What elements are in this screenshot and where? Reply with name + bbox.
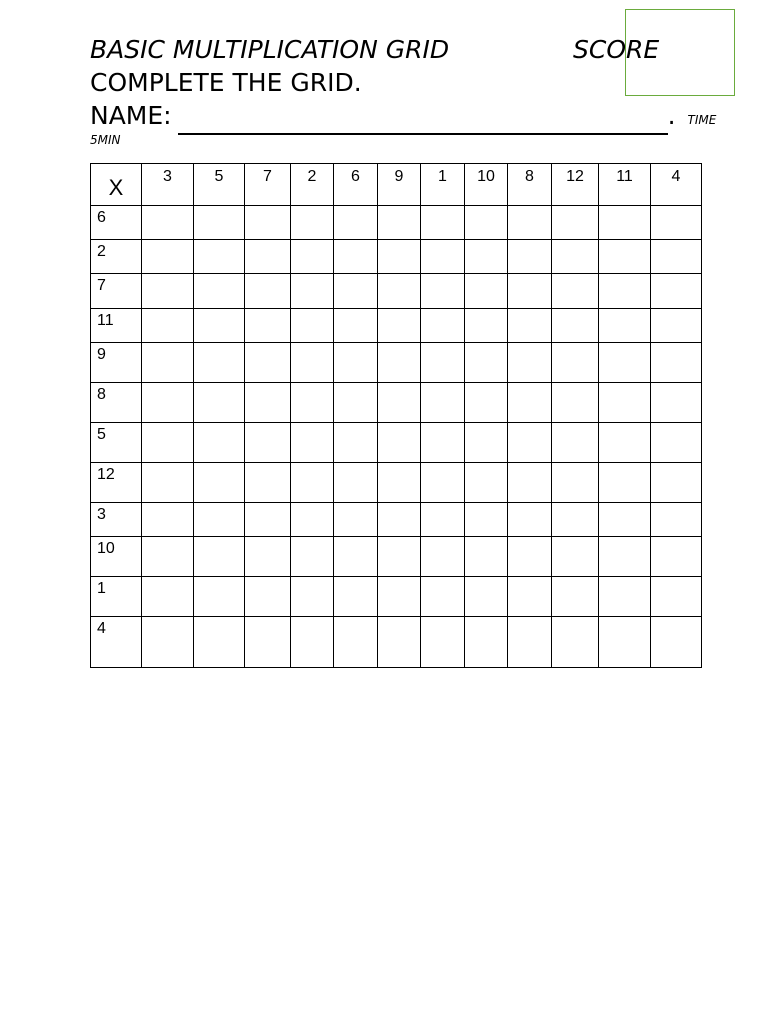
time-label: TIME xyxy=(687,113,717,127)
column-header: 4 xyxy=(651,164,702,206)
answer-cell[interactable] xyxy=(291,206,334,240)
row-header: 11 xyxy=(91,309,142,343)
grid-row xyxy=(91,463,702,503)
score-label: SCORE xyxy=(573,35,660,64)
answer-cell[interactable] xyxy=(378,503,421,537)
answer-cell[interactable] xyxy=(142,383,194,423)
answer-cell[interactable] xyxy=(552,577,599,617)
row-header: 6 xyxy=(91,206,142,240)
answer-cell[interactable] xyxy=(599,423,651,463)
row-header: 4 xyxy=(91,617,142,668)
answer-cell[interactable] xyxy=(291,343,334,383)
answer-cell[interactable] xyxy=(291,240,334,274)
instruction-text: COMPLETE THE GRID. xyxy=(90,68,362,97)
answer-cell[interactable] xyxy=(599,617,651,668)
column-header: 9 xyxy=(378,164,421,206)
answer-cell[interactable] xyxy=(599,343,651,383)
answer-cell[interactable] xyxy=(651,274,702,309)
answer-cell[interactable] xyxy=(508,309,552,343)
answer-cell[interactable] xyxy=(552,383,599,423)
answer-cell[interactable] xyxy=(142,617,194,668)
column-header: 3 xyxy=(142,164,194,206)
answer-cell[interactable] xyxy=(508,503,552,537)
grid-row xyxy=(91,240,702,274)
answer-cell[interactable] xyxy=(552,423,599,463)
worksheet-title: BASIC MULTIPLICATION GRID xyxy=(90,35,450,64)
answer-cell[interactable] xyxy=(651,503,702,537)
answer-cell[interactable] xyxy=(465,383,508,423)
answer-cell[interactable] xyxy=(421,503,465,537)
answer-cell[interactable] xyxy=(142,240,194,274)
answer-cell[interactable] xyxy=(378,343,421,383)
row-header: 10 xyxy=(91,537,142,577)
answer-cell[interactable] xyxy=(142,343,194,383)
answer-cell[interactable] xyxy=(334,206,378,240)
answer-cell[interactable] xyxy=(552,274,599,309)
score-box[interactable] xyxy=(625,9,735,96)
answer-cell[interactable] xyxy=(334,240,378,274)
answer-cell[interactable] xyxy=(651,617,702,668)
answer-cell[interactable] xyxy=(552,206,599,240)
answer-cell[interactable] xyxy=(599,537,651,577)
answer-cell[interactable] xyxy=(378,309,421,343)
answer-cell[interactable] xyxy=(142,423,194,463)
answer-cell[interactable] xyxy=(651,206,702,240)
answer-cell[interactable] xyxy=(334,383,378,423)
answer-cell[interactable] xyxy=(245,537,291,577)
column-header: 1 xyxy=(421,164,465,206)
answer-cell[interactable] xyxy=(291,423,334,463)
grid-row xyxy=(91,577,702,617)
multiplication-grid xyxy=(90,163,702,668)
answer-cell[interactable] xyxy=(651,423,702,463)
answer-cell[interactable] xyxy=(651,577,702,617)
row-header: 7 xyxy=(91,274,142,309)
answer-cell[interactable] xyxy=(378,206,421,240)
answer-cell[interactable] xyxy=(508,240,552,274)
answer-cell[interactable] xyxy=(599,309,651,343)
answer-cell[interactable] xyxy=(378,617,421,668)
answer-cell[interactable] xyxy=(465,503,508,537)
answer-cell[interactable] xyxy=(378,383,421,423)
row-header: 5 xyxy=(91,423,142,463)
answer-cell[interactable] xyxy=(465,343,508,383)
answer-cell[interactable] xyxy=(245,383,291,423)
answer-cell[interactable] xyxy=(194,463,245,503)
answer-cell[interactable] xyxy=(599,240,651,274)
answer-cell[interactable] xyxy=(421,383,465,423)
answer-cell[interactable] xyxy=(508,617,552,668)
name-label: NAME: xyxy=(90,101,172,130)
answer-cell[interactable] xyxy=(291,503,334,537)
column-header: 6 xyxy=(334,164,378,206)
answer-cell[interactable] xyxy=(421,617,465,668)
answer-cell[interactable] xyxy=(508,383,552,423)
row-header: 3 xyxy=(91,503,142,537)
grid-row xyxy=(91,503,702,537)
answer-cell[interactable] xyxy=(508,343,552,383)
answer-cell[interactable] xyxy=(421,577,465,617)
answer-cell[interactable] xyxy=(334,343,378,383)
answer-cell[interactable] xyxy=(142,503,194,537)
answer-cell[interactable] xyxy=(194,537,245,577)
answer-cell[interactable] xyxy=(421,537,465,577)
answer-cell[interactable] xyxy=(142,463,194,503)
name-row xyxy=(90,101,716,135)
row-header: 8 xyxy=(91,383,142,423)
answer-cell[interactable] xyxy=(194,423,245,463)
answer-cell[interactable] xyxy=(599,383,651,423)
answer-cell[interactable] xyxy=(599,503,651,537)
answer-cell[interactable] xyxy=(465,617,508,668)
grid-header-row xyxy=(91,164,702,206)
answer-cell[interactable] xyxy=(245,309,291,343)
grid-row xyxy=(91,537,702,577)
answer-cell[interactable] xyxy=(291,577,334,617)
answer-cell[interactable] xyxy=(291,537,334,577)
answer-cell[interactable] xyxy=(334,537,378,577)
answer-cell[interactable] xyxy=(421,274,465,309)
answer-cell[interactable] xyxy=(421,423,465,463)
answer-cell[interactable] xyxy=(465,309,508,343)
answer-cell[interactable] xyxy=(465,463,508,503)
answer-cell[interactable] xyxy=(194,503,245,537)
row-header: 12 xyxy=(91,463,142,503)
answer-cell[interactable] xyxy=(651,463,702,503)
answer-cell[interactable] xyxy=(651,309,702,343)
answer-cell[interactable] xyxy=(142,537,194,577)
answer-cell[interactable] xyxy=(378,423,421,463)
answer-cell[interactable] xyxy=(465,240,508,274)
answer-cell[interactable] xyxy=(245,343,291,383)
name-end: . xyxy=(667,101,676,130)
answer-cell[interactable] xyxy=(291,617,334,668)
answer-cell[interactable] xyxy=(651,240,702,274)
grid-row xyxy=(91,617,702,668)
column-header: 2 xyxy=(291,164,334,206)
grid-row xyxy=(91,343,702,383)
answer-cell[interactable] xyxy=(508,206,552,240)
answer-cell[interactable] xyxy=(552,463,599,503)
answer-cell[interactable] xyxy=(508,537,552,577)
answer-cell[interactable] xyxy=(599,577,651,617)
answer-cell[interactable] xyxy=(552,343,599,383)
answer-cell[interactable] xyxy=(508,463,552,503)
answer-cell[interactable] xyxy=(291,309,334,343)
name-blank[interactable] xyxy=(178,107,668,135)
answer-cell[interactable] xyxy=(599,463,651,503)
answer-cell[interactable] xyxy=(465,206,508,240)
column-header: 7 xyxy=(245,164,291,206)
answer-cell[interactable] xyxy=(651,383,702,423)
column-header: 5 xyxy=(194,164,245,206)
answer-cell[interactable] xyxy=(194,617,245,668)
answer-cell[interactable] xyxy=(245,206,291,240)
answer-cell[interactable] xyxy=(599,274,651,309)
answer-cell[interactable] xyxy=(378,577,421,617)
row-header: 1 xyxy=(91,577,142,617)
answer-cell[interactable] xyxy=(334,577,378,617)
answer-cell[interactable] xyxy=(378,274,421,309)
column-header: 11 xyxy=(599,164,651,206)
grid-row xyxy=(91,206,702,240)
answer-cell[interactable] xyxy=(421,463,465,503)
answer-cell[interactable] xyxy=(194,577,245,617)
answer-cell[interactable] xyxy=(142,577,194,617)
answer-cell[interactable] xyxy=(552,537,599,577)
answer-cell[interactable] xyxy=(378,537,421,577)
answer-cell[interactable] xyxy=(421,343,465,383)
answer-cell[interactable] xyxy=(291,463,334,503)
answer-cell[interactable] xyxy=(508,423,552,463)
answer-cell[interactable] xyxy=(508,577,552,617)
answer-cell[interactable] xyxy=(245,577,291,617)
answer-cell[interactable] xyxy=(142,309,194,343)
grid-row xyxy=(91,274,702,309)
grid-row xyxy=(91,309,702,343)
answer-cell[interactable] xyxy=(421,240,465,274)
grid-row xyxy=(91,423,702,463)
answer-cell[interactable] xyxy=(421,206,465,240)
column-header: 12 xyxy=(552,164,599,206)
answer-cell[interactable] xyxy=(245,503,291,537)
answer-cell[interactable] xyxy=(465,537,508,577)
answer-cell[interactable] xyxy=(651,343,702,383)
answer-cell[interactable] xyxy=(465,577,508,617)
column-header: 10 xyxy=(465,164,508,206)
answer-cell[interactable] xyxy=(465,274,508,309)
answer-cell[interactable] xyxy=(245,274,291,309)
answer-cell[interactable] xyxy=(378,240,421,274)
answer-cell[interactable] xyxy=(194,343,245,383)
answer-cell[interactable] xyxy=(465,423,508,463)
answer-cell[interactable] xyxy=(334,463,378,503)
answer-cell[interactable] xyxy=(552,503,599,537)
answer-cell[interactable] xyxy=(421,309,465,343)
answer-cell[interactable] xyxy=(194,206,245,240)
answer-cell[interactable] xyxy=(552,240,599,274)
answer-cell[interactable] xyxy=(334,309,378,343)
answer-cell[interactable] xyxy=(291,383,334,423)
answer-cell[interactable] xyxy=(194,383,245,423)
answer-cell[interactable] xyxy=(334,423,378,463)
answer-cell[interactable] xyxy=(334,617,378,668)
time-value: 5MIN xyxy=(90,133,121,147)
row-header: 9 xyxy=(91,343,142,383)
answer-cell[interactable] xyxy=(142,274,194,309)
answer-cell[interactable] xyxy=(291,274,334,309)
answer-cell[interactable] xyxy=(245,423,291,463)
answer-cell[interactable] xyxy=(508,274,552,309)
answer-cell[interactable] xyxy=(651,537,702,577)
column-header: 8 xyxy=(508,164,552,206)
answer-cell[interactable] xyxy=(245,240,291,274)
answer-cell[interactable] xyxy=(552,309,599,343)
answer-cell[interactable] xyxy=(245,617,291,668)
answer-cell[interactable] xyxy=(334,503,378,537)
row-header: 2 xyxy=(91,240,142,274)
answer-cell[interactable] xyxy=(378,463,421,503)
answer-cell[interactable] xyxy=(142,206,194,240)
answer-cell[interactable] xyxy=(599,206,651,240)
answer-cell[interactable] xyxy=(194,240,245,274)
answer-cell[interactable] xyxy=(552,617,599,668)
answer-cell[interactable] xyxy=(194,309,245,343)
answer-cell[interactable] xyxy=(245,463,291,503)
grid-corner-x: X xyxy=(91,164,142,206)
answer-cell[interactable] xyxy=(334,274,378,309)
answer-cell[interactable] xyxy=(194,274,245,309)
grid-row xyxy=(91,383,702,423)
